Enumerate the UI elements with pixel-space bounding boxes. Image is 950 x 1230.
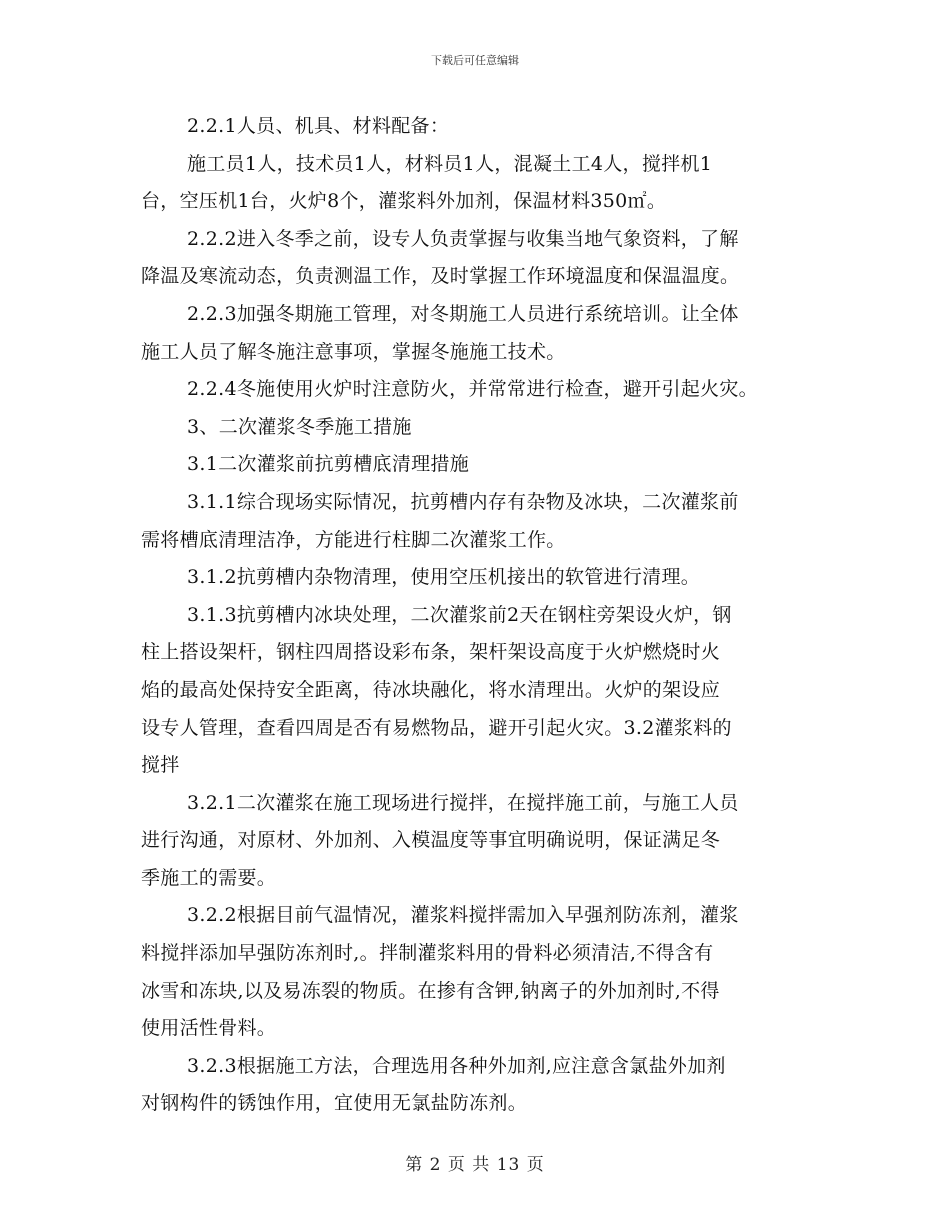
text-line: 2.2.4冬施使用火炉时注意防火，并常常进行检查，避开引起火灾。: [187, 378, 758, 401]
text-line: 季施工的需要。: [141, 866, 277, 889]
text-line: 柱上搭设架杆，钢柱四周搭设彩布条，架杆架设高度于火炉燃烧时火: [141, 641, 721, 664]
text-line: 搅拌: [141, 754, 180, 777]
text-line: 2.2.3加强冬期施工管理，对冬期施工人员进行系统培训。让全体: [187, 302, 739, 325]
text-line: 3.2.1二次灌浆在施工现场进行搅拌，在搅拌施工前，与施工人员: [187, 791, 739, 814]
text-line: 料搅拌添加早强防冻剂时,。拌制灌浆料用的骨料必须清洁,不得含有: [141, 942, 714, 965]
text-line: 冰雪和冻块,以及易冻裂的物质。在掺有含钾,钠离子的外加剂时,不得: [141, 979, 720, 1002]
section-heading: 3、二次灌浆冬季施工措施: [187, 415, 412, 438]
text-line: 焰的最高处保持安全距离，待冰块融化，将水清理出。火炉的架设应: [141, 678, 721, 701]
text-line: 设专人管理，查看四周是否有易燃物品，避开引起火灾。3.2灌浆料的: [141, 716, 732, 739]
text-line: 使用活性骨料。: [141, 1017, 277, 1040]
text-line: 3.2.3根据施工方法，合理选用各种外加剂,应注意含氯盐外加剂: [187, 1054, 726, 1077]
text-line: 需将槽底清理洁净，方能进行柱脚二次灌浆工作。: [141, 528, 566, 551]
text-line: 2.2.1人员、机具、材料配备：: [187, 115, 450, 137]
page-header: 下载后可任意编辑: [431, 54, 519, 67]
text-line: 进行沟通，对原材、外加剂、入模温度等事宜明确说明，保证满足冬: [141, 829, 721, 852]
text-line: 台，空压机1台，火炉8个，灌浆料外加剂，保温材料350㎡。: [141, 190, 667, 213]
text-line: 3.1.1综合现场实际情况，抗剪槽内存有杂物及冰块，二次灌浆前: [187, 490, 739, 513]
text-line: 施工人员了解冬施注意事项，掌握冬施施工技术。: [141, 340, 566, 363]
text-line: 3.2.2根据目前气温情况，灌浆料搅拌需加入早强剂防冻剂，灌浆: [187, 904, 739, 927]
text-line: 2.2.2进入冬季之前，设专人负责掌握与收集当地气象资料，了解: [187, 227, 739, 250]
page-number-footer: 第 2 页 共 13 页: [405, 1155, 545, 1175]
text-line: 3.1.3抗剪槽内冰块处理，二次灌浆前2天在钢柱旁架设火炉，钢: [187, 603, 732, 626]
text-line: 降温及寒流动态，负责测温工作，及时掌握工作环境温度和保温温度。: [141, 265, 740, 288]
text-line: 对钢构件的锈蚀作用，宜使用无氯盐防冻剂。: [141, 1092, 528, 1115]
text-line: 施工员1人，技术员1人，材料员1人，混凝土工4人，搅拌机1: [187, 152, 713, 175]
document-body: [141, 108, 831, 1123]
subsection-heading: 3.1二次灌浆前抗剪槽底清理措施: [187, 453, 470, 476]
text-line: 3.1.2抗剪槽内杂物清理，使用空压机接出的软管进行清理。: [187, 566, 701, 589]
